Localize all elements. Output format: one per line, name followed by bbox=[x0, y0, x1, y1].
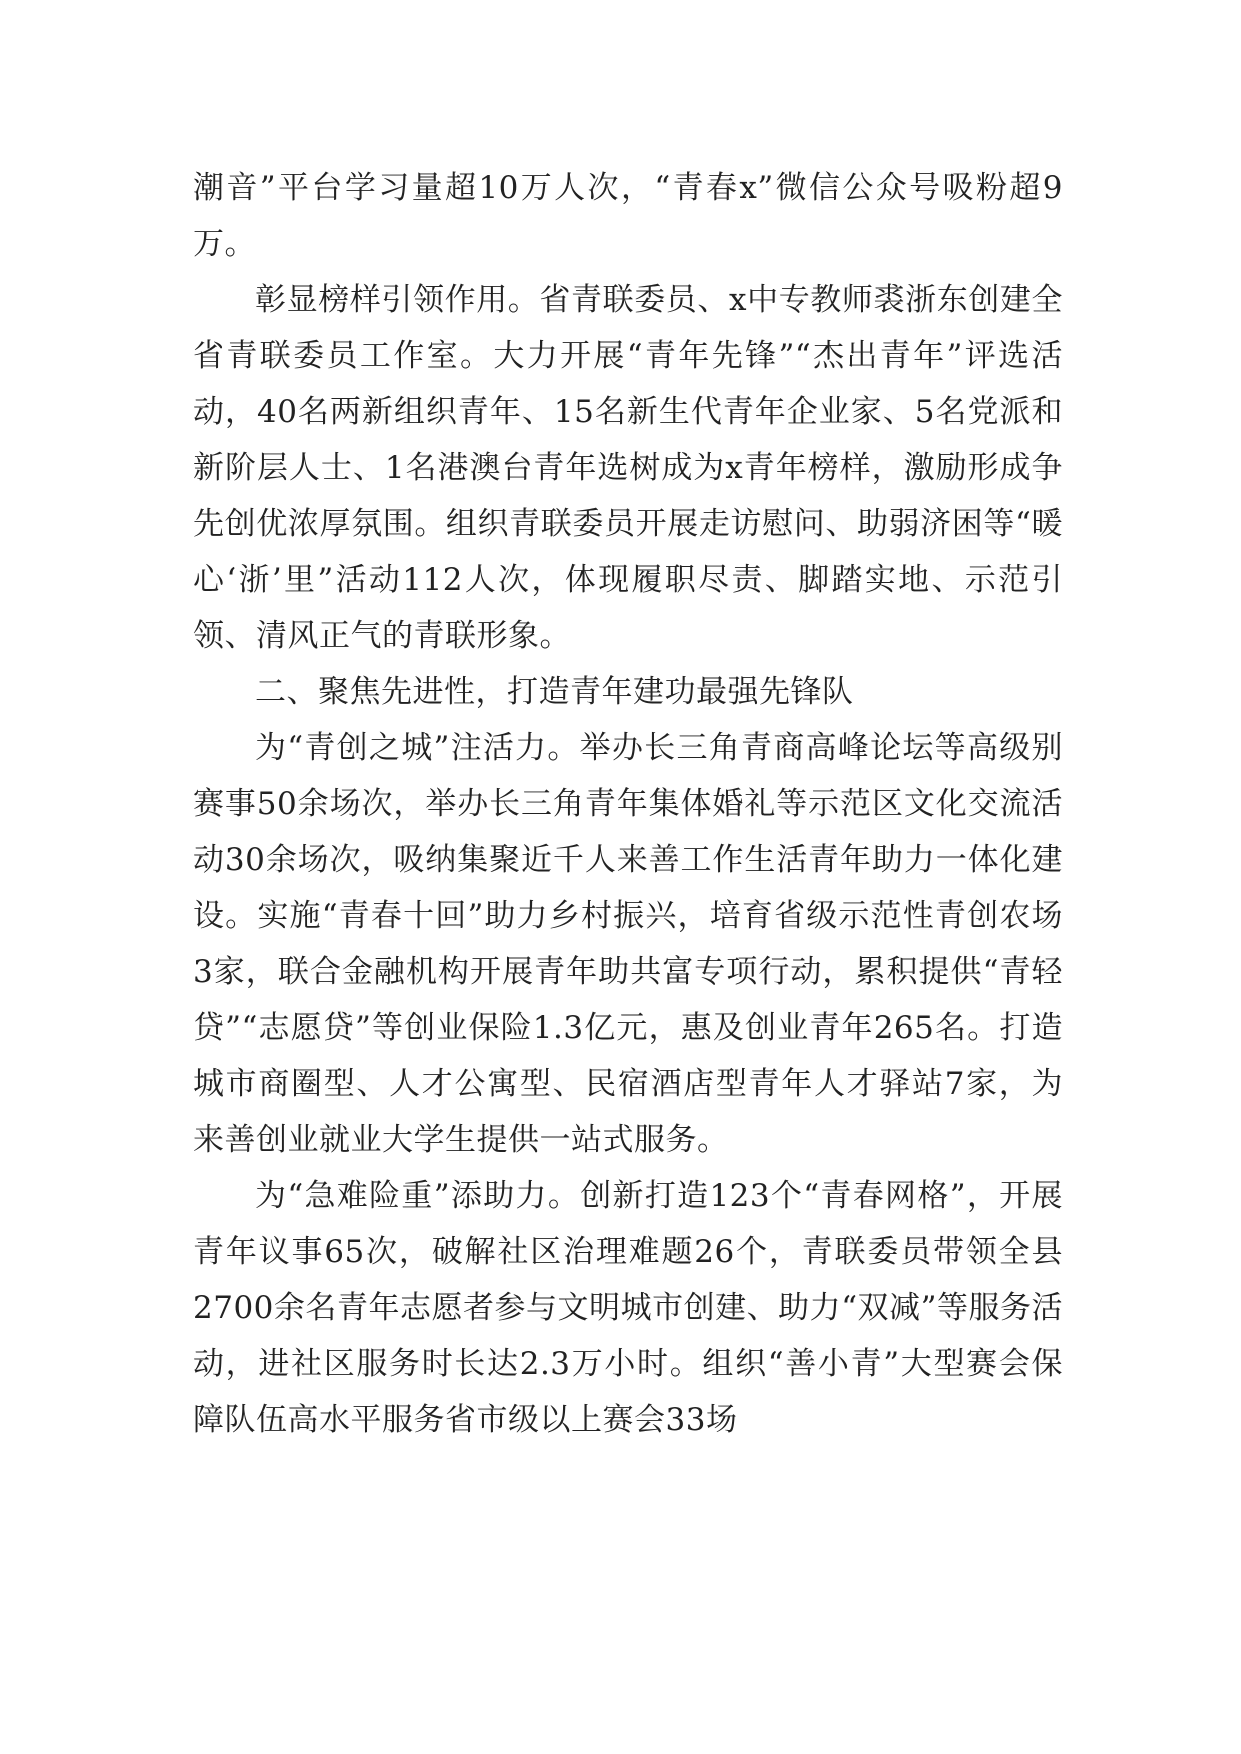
paragraph-youth-city: 为“青创之城”注活力。举办长三角青商高峰论坛等高级别赛事50余场次，举办长三角青年集体婚礼等示范区文化交流活动30余场次，吸纳集聚近千人来善工作生活青年助力一体化建设。实施“青春十回”助力乡村振兴，培育省级示范性青创农场3家，联合金融机构开展青年助共富专项行动，累积提供“青轻贷”“志愿贷”等创业保险1.3亿元，惠及创业青年265名。打造城市商圈型、人才公寓型、民宿酒店型青年人才驿站7家，为来善创业就业大学生提供一站式服务。 bbox=[193, 730, 1063, 1158]
paragraph-role-models: 彰显榜样引领作用。省青联委员、x中专教师裘浙东创建全省青联委员工作室。大力开展“青年先锋”“杰出青年”评选活动，40名两新组织青年、15名新生代青年企业家、5名党派和新阶层人士、1名港澳台青年选树成为x青年榜样，激励形成争先创优浓厚氛围。组织青联委员开展走访慰问、助弱济困等“暖心‘浙’里”活动112人次，体现履职尽责、脚踏实地、示范引领、清风正气的青联形象。 bbox=[193, 282, 1063, 654]
section-heading-two: 二、聚焦先进性，打造青年建功最强先锋队 bbox=[255, 674, 854, 710]
paragraph-urgent-tasks: 为“急难险重”添助力。创新打造123个“青春网格”，开展青年议事65次，破解社区治理难题26个，青联委员带领全县2700余名青年志愿者参与文明城市创建、助力“双减”等服务活动，进社区服务时长达2.3万小时。组织“善小青”大型赛会保障队伍高水平服务省市级以上赛会33场 bbox=[193, 1178, 1063, 1438]
document-body bbox=[193, 160, 1063, 1448]
paragraph-continuation: 潮音”平台学习量超10万人次，“青春x”微信公众号吸粉超9万。 bbox=[193, 170, 1063, 262]
